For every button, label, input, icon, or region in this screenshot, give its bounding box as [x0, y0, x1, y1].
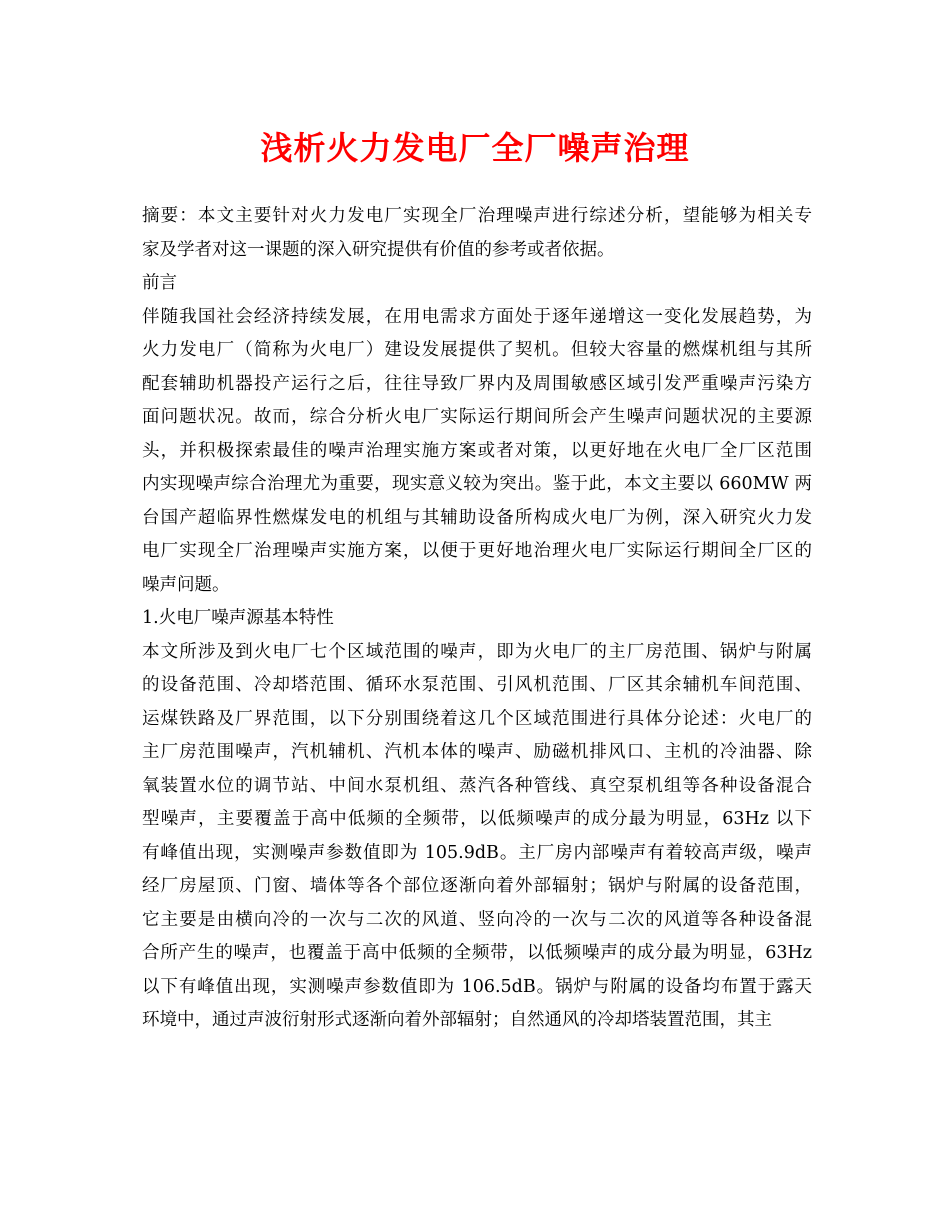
text-line: 运煤铁路及厂界范围，以下分别围绕着这几个区域范围进行具体分论述：火电厂的 — [142, 708, 812, 729]
text-line: 本文所涉及到火电厂七个区域范围的噪声，即为火电厂的主厂房范围、锅炉与附属 — [142, 641, 812, 662]
text-line: 火力发电厂（简称为火电厂）建设发展提供了契机。但较大容量的燃煤机组与其所 — [142, 340, 812, 360]
text-line: 有峰值出现，实测噪声参数值即为 105.9dB。主厂房内部噪声有着较高声级，噪声 — [142, 842, 812, 863]
text-line: 摘要：本文主要针对火力发电厂实现全厂治理噪声进行综述分析，望能够为相关专 — [142, 206, 812, 226]
text-line: 1.火电厂噪声源基本特性 — [142, 608, 334, 628]
document-title: 浅析火力发电厂全厂噪声治理 — [260, 129, 690, 167]
text-line: 氧装置水位的调节站、中间水泵机组、蒸汽各种管线、真空泵机组等各种设备混合 — [142, 775, 812, 796]
text-line: 以下有峰值出现，实测噪声参数值即为 106.5dB。锅炉与附属的设备均布置于露天 — [142, 976, 812, 997]
text-line: 它主要是由横向冷的一次与二次的风道、竖向冷的一次与二次的风道等各种设备混 — [142, 909, 812, 930]
text-line: 头，并积极探索最佳的噪声治理实施方案或者对策，以更好地在火电厂全厂区范围 — [142, 440, 812, 461]
text-line: 前言 — [142, 273, 177, 293]
text-line: 型噪声，主要覆盖于高中低频的全频带，以低频噪声的成分最为明显，63Hz 以下 — [142, 809, 812, 829]
text-line: 环境中，通过声波衍射形式逐渐向着外部辐射；自然通风的冷却塔装置范围，其主 — [142, 1010, 772, 1030]
text-line: 电厂实现全厂治理噪声实施方案，以便于更好地治理火电厂实际运行期间全厂区的 — [142, 541, 812, 561]
body-paragraph — [142, 636, 812, 1038]
text-line: 的设备范围、冷却塔范围、循环水泵范围、引风机范围、厂区其余辅机车间范围、 — [142, 675, 812, 695]
text-line: 家及学者对这一课题的深入研究提供有价值的参考或者依据。 — [142, 239, 615, 260]
text-line: 合所产生的噪声，也覆盖于高中低频的全频带，以低频噪声的成分最为明显，63Hz — [142, 943, 812, 963]
abstract-paragraph — [142, 200, 812, 267]
text-line: 经厂房屋顶、门窗、墙体等各个部位逐渐向着外部辐射；锅炉与附属的设备范围， — [142, 876, 812, 896]
body-paragraph — [142, 301, 812, 603]
text-line: 内实现噪声综合治理尤为重要，现实意义较为突出。鉴于此，本文主要以 660MW 两 — [142, 474, 812, 494]
body-paragraph — [142, 602, 812, 636]
body-paragraph — [142, 267, 812, 301]
text-line: 面问题状况。故而，综合分析火电厂实际运行期间所会产生噪声问题状况的主要源 — [142, 407, 812, 427]
text-line: 主厂房范围噪声，汽机辅机、汽机本体的噪声、励磁机排风口、主机的冷油器、除 — [142, 742, 812, 762]
text-line: 配套辅助机器投产运行之后，往往导致厂界内及周围敏感区域引发严重噪声污染方 — [142, 373, 812, 394]
text-line: 台国产超临界性燃煤发电的机组与其辅助设备所构成火电厂为例，深入研究火力发 — [142, 507, 812, 528]
text-line: 噪声问题。 — [142, 574, 230, 595]
text-line: 伴随我国社会经济持续发展，在用电需求方面处于逐年递增这一变化发展趋势，为 — [142, 306, 812, 327]
document-body — [142, 200, 812, 1038]
